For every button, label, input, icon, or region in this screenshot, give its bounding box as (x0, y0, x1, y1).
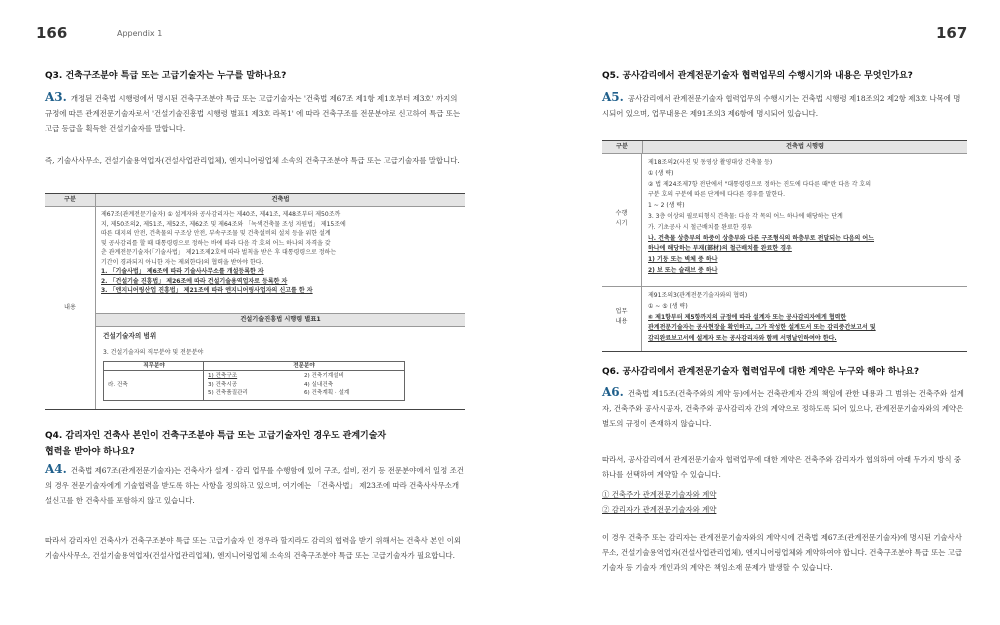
decree-line: ⑥ 제1항부터 제5항까지의 규정에 따라 설계자 또는 공사감리자에게 협력한 (648, 313, 847, 321)
specialty-item: 5) 건축품질관리 (208, 390, 248, 396)
law-text-block (101, 210, 461, 296)
a5-text: 공사감리에서 관계전문기술자 협력업무의 수행시기는 건축법 시행령 제18조의2 제2항 제3호 나목에 명시되어 있으며, 업무내용은 제91조의3 제6항에 명시되어 있습니다. (602, 94, 961, 118)
decree-line: 감리완료보고서에 설계자 또는 공사감리자와 함께 서명날인하여야 한다. (648, 335, 837, 343)
a3-label: A3. (45, 90, 67, 104)
a4-paragraph-2: 따라서 감리자인 건축사가 건축구조분야 특급 또는 고급기술자 인 경우라 할지라도 감리의 협력을 받기 위해서는 건축사 본인 이외 기술사사무소, 건설기술용역업자(건설사업관리업체), 엔지니어링업체 소속의 건축구조분야 특급 또는 고급기술자가 필요합니다. (45, 536, 461, 560)
field-table (103, 361, 405, 401)
a5-label: A5. (602, 90, 624, 104)
decree-line: 구분 호의 구분에 따른 단계에 다다른 경우를 말한다. (648, 191, 785, 199)
table-header-category: 구분 (45, 194, 96, 206)
a6-label: A6. (602, 385, 624, 399)
q6-title: Q6. 공사감리에서 관계전문기술자 협력업무에 대한 계약은 누구와 해야 하나요? (602, 367, 920, 377)
q4-title-line: Q4. 감리자인 건축사 본인이 건축구조분야 특급 또는 고급기술자인 경우도 관계기술자 (45, 431, 387, 441)
field-name: 라. 건축 (108, 382, 128, 388)
law-item-3: 3. 「엔지니어링산업 진흥법」 제21조에 따라 엔지니어링사업자의 신고를 한 자 (101, 287, 313, 294)
q5-title: Q5. 공사감리에서 관계전문기술자 협력업무의 수행시기와 내용은 무엇인가요? (602, 71, 913, 81)
a6-text: 건축법 제15조(건축주와의 계약 등)에서는 건축관계자 간의 책임에 관한 내용과 그 범위는 건축주와 설계자, 건축주와 공사시공자, 건축주와 공사감리자 간의 계약으로 정하도록 되어 있으나, 관계전문기술자와의 계약은 별도의 규정이 존재하지 않습니다. (602, 389, 964, 428)
running-header: Appendix 1 (117, 29, 163, 38)
table-header-category: 구분 (602, 141, 643, 153)
specialty-item: 6) 건축계획 · 설계 (304, 390, 350, 396)
decree-line: 제18조의2(사진 및 동영상 촬영대상 건축물 등) (648, 159, 773, 166)
a3-paragraph-2: 즉, 기술사사무소, 건설기술용역업자(건설사업관리업체), 엔지니어링업체 소속의 건축구조분야 특급 또는 고급기술자를 말합니다. (45, 156, 460, 165)
specialty-item: 4) 실내건축 (304, 381, 334, 388)
option-2: ② 감리자가 관계전문기술자와 계약 (602, 505, 717, 514)
a6-paragraph (602, 385, 967, 431)
right-page (500, 0, 1000, 625)
decree-line: 1 ~ 2 (생 략) (648, 202, 685, 210)
decree-line: 가. 기초공사 시 철근배치를 완료한 경우 (648, 223, 753, 231)
law-line: 및 공사감리를 할 때 대통령령으로 정하는 바에 따라 다음 각 호의 어느 하나의 자격을 갖 (101, 239, 331, 247)
a4-text: 건축법 제67조(관계전문기술자)는 건축사가 설계 · 감리 업무를 수행함에 있어 구조, 설비, 전기 등 전문분야에서 일정 조건의 경우 전문기술자에게 기술협력을 받도록 하는 사항을 정의하고 있으며, 여기에는 「건축사법」 제23조에 따라 건축사사무소개설신고를 한 건축사를 포함하지 않고 있습니다. (45, 466, 464, 505)
option-1: ① 건축주가 관계전문기술자와 계약 (602, 490, 717, 499)
q4-title (45, 428, 465, 460)
law-line: 따른 대지의 안전, 건축물의 구조상 안전, 부속구조물 및 건축설비의 설치 등을 위한 설계 (101, 230, 331, 237)
specialty-item: 2) 건축기계설비 (304, 373, 344, 379)
q4-title-line: 협력을 받아야 하나요? (45, 447, 135, 457)
decree-line: ① (생 략) (648, 169, 674, 177)
law-line: 춘 관계전문기술자(「기술사법」 제21조제2호에 따라 벌칙을 받은 후 대통령령으로 정하는 (101, 249, 337, 256)
specialty-list-1 (208, 372, 248, 398)
a6-paragraph-3: 이 경우 건축주 또는 감리자는 관계전문기술자와의 계약시에 건축법 제67조(관계전문기술자)에 명시된 기술사사무소, 건설기술용역업자(건설사업관리업체), 엔지니어링업체와 계약하여야 합니다. 건축구조분야 특급 또는 고급기술자 등 기술자 개인과의 계약은 책임소재 문제가 발생할 수 있습니다. (602, 533, 963, 572)
duties-text-block (648, 291, 964, 345)
decree-line: 2) 보 또는 슬래브 중 하나 (648, 266, 718, 274)
field-header: 직무분야 (143, 363, 165, 369)
law-line: 지, 제50조의2, 제51조, 제52조, 제62조 및 제64조와 「녹색건축물 조성 지원법」 제15조에 (101, 220, 346, 228)
decree-table (602, 140, 967, 352)
a3-text: 개정된 건축법 시행령에서 명시된 건축구조분야 특급 또는 고급기술자는 '건축법 제67조 제1항 제1호부터 제3호' 까지의 규정에 따른 관계전문기술자로서 '건설기술진흥법 시행령 별표1 제3호 라목1' 에 따라 건축구조를 전문분야로 신고하여 특급 또는 고급 등급을 획득한 건설기술자를 말합니다. (45, 94, 461, 133)
law-line: 기간이 경과되지 아니한 자는 제외한다)의 협력을 받아야 한다. (101, 258, 264, 266)
decree-line: ① ~ ⑤ (생 략) (648, 302, 688, 310)
law-item-2: 2. 「건설기술 진흥법」 제26조에 따라 건설기술용역업자로 등록한 자 (101, 277, 288, 285)
table-divider (602, 153, 967, 154)
specialty-header: 전문분야 (293, 363, 315, 369)
law-item-1: 1. 「기술사법」 제6조에 따라 기술사사무소를 개설등록한 자 (101, 268, 264, 275)
table-divider (96, 326, 465, 327)
page-number: 166 (36, 24, 68, 42)
law-line: 제67조(관계전문기술자) ① 설계자와 공사감리자는 제40조, 제41조, 제48조부터 제50조까 (101, 211, 341, 218)
table-divider (602, 286, 967, 287)
decree-line: 나. 건축물 상층부의 하중이 상층부와 다른 구조형식의 하층부로 전달되는 다음의 어느 (648, 234, 875, 242)
decree-line: 하나에 해당하는 부재(部材)의 철근배치를 완료한 경우 (648, 245, 792, 253)
decree-line: ② 법 제24조제7항 전단에서 "대통령령으로 정하는 진도에 다다른 때"란 다음 각 호의 (648, 180, 872, 188)
row-label-content: 내용 (45, 207, 96, 409)
table-divider (45, 206, 465, 207)
row-label-duties: 업무 내용 (602, 287, 642, 351)
page-number: 167 (936, 24, 968, 42)
specialty-item: 1) 건축구조 (208, 373, 238, 379)
a6-paragraph-2: 따라서, 공사감리에서 관계전문기술자 협력업무에 대한 계약은 건축주와 감리자가 협의하여 아래 두가지 방식 중 하나를 선택하여 계약할 수 있습니다. (602, 455, 961, 479)
scope-subtitle: 3. 건설기술자의 직무분야 및 전문분야 (103, 349, 204, 356)
table-header-decree: 건축법 시행령 (643, 141, 967, 153)
q3-title: Q3. 건축구조분야 특급 또는 고급기술자는 누구를 말하나요? (45, 71, 287, 81)
a5-paragraph (602, 90, 967, 121)
a4-paragraph (45, 462, 465, 508)
table-header-law: 건축법 (96, 194, 465, 206)
timing-text-block (648, 158, 964, 277)
scope-title: 건설기술자의 범위 (103, 332, 157, 340)
decree-line: 1) 기둥 또는 벽체 중 하나 (648, 256, 718, 264)
specialty-item: 3) 건축시공 (208, 381, 238, 388)
law-table (45, 193, 465, 410)
decree-line: 3. 3층 이상의 필로티형식 건축물: 다음 각 목의 어느 하나에 해당하는 단계 (648, 212, 843, 220)
a3-paragraph (45, 90, 465, 136)
table-divider (96, 313, 465, 314)
sub-table-header: 건설기술진흥법 시행령 별표1 (96, 314, 465, 326)
a4-label: A4. (45, 462, 67, 476)
decree-line: 관계전문기술자는 공사현장을 확인하고, 그가 작성한 설계도서 또는 감리중간보고서 및 (648, 324, 876, 332)
decree-line: 제91조의3(관계전문기술자와의 협력) (648, 292, 748, 299)
specialty-list-2 (304, 372, 349, 398)
row-label-timing: 수행 시기 (602, 154, 642, 286)
